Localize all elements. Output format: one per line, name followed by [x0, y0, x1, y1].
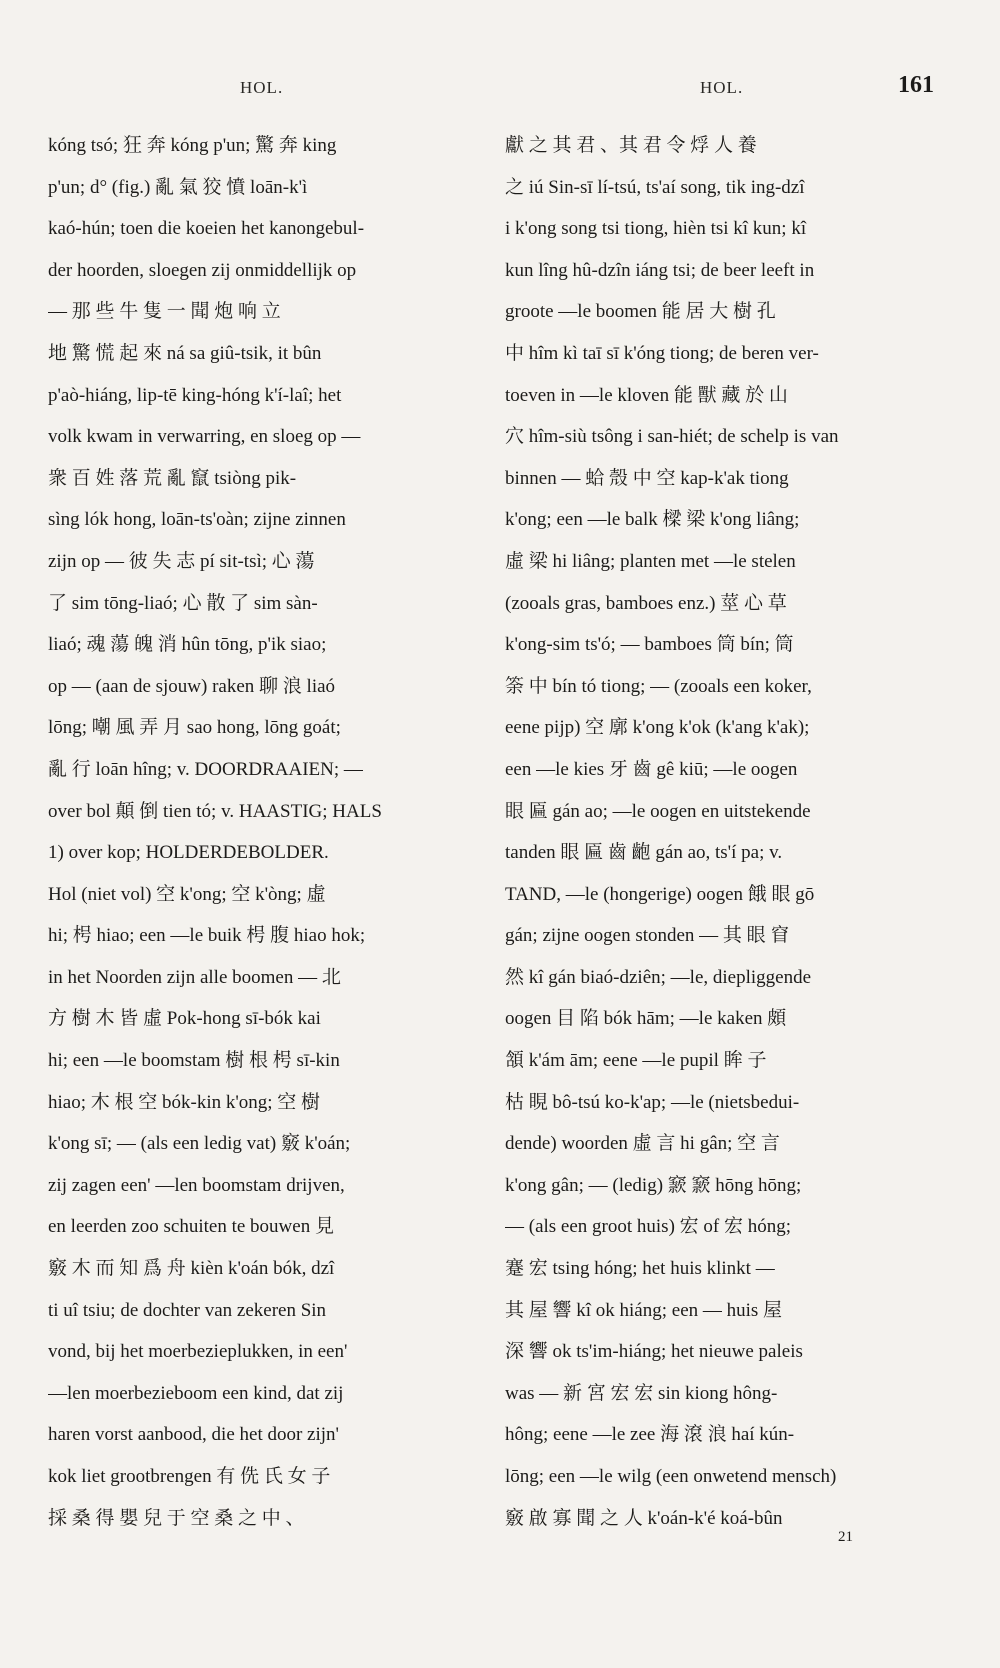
text-line: 地 驚 慌 起 來 ná sa giû-tsik, it bûn	[48, 342, 322, 364]
text-line: haren vorst aanbood, die het door zijn'	[48, 1424, 339, 1446]
text-line: (zooals gras, bamboes enz.) 莖 心 草	[505, 592, 787, 614]
text-line: 了 sim tōng-liaó; 心 散 了 sim sàn-	[48, 592, 318, 614]
text-line: en leerden zoo schuiten te bouwen 見	[48, 1216, 334, 1238]
text-line: k'ong; een —le balk 樑 梁 k'ong liâng;	[505, 509, 800, 531]
text-line: 獻 之 其 君 、其 君 令 烰 人 養	[505, 135, 757, 156]
text-line: ti uî tsiu; de dochter van zekeren Sin	[48, 1299, 327, 1321]
text-line: dende) woorden 虛 言 hi gân; 空 言	[505, 1133, 780, 1155]
text-line: vond, bij het moerbezieplukken, in een'	[48, 1341, 348, 1363]
text-line: zijn op — 彼 失 志 pí sit-tsì; 心 蕩	[48, 550, 315, 572]
text-line: kun lîng hû-dzîn iáng tsi; de beer leeft in	[505, 259, 815, 281]
text-line: k'ong gân; — (ledig) 窾 窾 hōng hōng;	[505, 1174, 802, 1196]
text-line: 眼 匾 gán ao; —le oogen en uitstekende	[505, 800, 811, 822]
text-line: Hol (niet vol) 空 k'ong; 空 k'òng; 虛	[48, 883, 326, 905]
text-line: lōng; 嘲 風 弄 月 sao hong, lōng goát;	[48, 717, 341, 739]
text-line: hiao; 木 根 空 bók-kin k'ong; 空 樹	[48, 1091, 321, 1113]
running-head-right: HOL.	[700, 78, 744, 97]
text-line: liaó; 魂 蕩 魄 消 hûn tōng, p'ik siao;	[48, 634, 327, 656]
text-line: 中 hîm kì taī sī k'óng tiong; de beren ver-	[505, 342, 819, 364]
text-line: der hoorden, sloegen zij onmiddellijk op	[48, 259, 357, 281]
text-line: 然 kî gán biaó-dziên; —le, diepliggende	[505, 966, 812, 988]
text-line: 亂 行 loān hîng; v. DOORDRAAIEN; —	[48, 758, 363, 780]
text-line: kaó-hún; toen die koeien het kanongebul-	[48, 218, 365, 240]
text-line: toeven in —le kloven 能 獸 藏 於 山	[505, 384, 788, 406]
text-line: 之 iú Sin-sī lí-tsú, ts'aí song, tik ing-dzî	[505, 176, 805, 198]
text-line: 枯 睍 bô-tsú ko-k'ap; —le (nietsbedui-	[505, 1091, 800, 1113]
text-line: 竅 木 而 知 爲 舟 kièn k'oán bók, dzî	[48, 1258, 335, 1280]
text-line: — (als een groot huis) 宏 of 宏 hóng;	[505, 1216, 792, 1238]
text-line: 深 響 ok ts'im-hiáng; het nieuwe paleis	[505, 1341, 803, 1363]
text-line: over bol 顛 倒 tien tó; v. HAASTIG; HALS	[48, 800, 382, 822]
text-line: kok liet grootbrengen 有 侁 氏 女 子	[48, 1466, 331, 1487]
text-line: p'un; d° (fig.) 亂 氣 狡 憤 loān-k'ì	[48, 176, 308, 198]
text-line: binnen — 蛤 殼 中 空 kap-k'ak tiong	[505, 467, 789, 489]
text-line: 虛 梁 hi liâng; planten met —le stelen	[505, 550, 796, 572]
text-line: gán; zijne oogen stonden — 其 眼 窅	[505, 925, 790, 947]
text-line: lōng; een —le wilg (een onwetend mensch)	[505, 1466, 837, 1487]
sheet-number: 21	[838, 1529, 853, 1545]
text-line: 採 桑 得 嬰 兒 于 空 桑 之 中 、	[48, 1507, 305, 1529]
text-line: p'aò-hiáng, lip-tē king-hóng k'í-laî; het	[48, 384, 342, 406]
text-line: 頷 k'ám ām; eene —le pupil 眸 子	[505, 1050, 767, 1072]
text-line: groote —le boomen 能 居 大 樹 孔	[505, 301, 776, 323]
text-line: in het Noorden zijn alle boomen — 北	[48, 966, 341, 988]
text-line: 蹇 宏 tsing hóng; het huis klinkt —	[505, 1258, 775, 1280]
text-line: i k'ong song tsi tiong, hièn tsi kî kun; kî	[505, 218, 807, 240]
text-line: — 那 些 牛 隻 一 聞 炮 响 立	[48, 301, 281, 323]
text-line: 竅 啟 寡 聞 之 人 k'oán-k'é koá-bûn	[505, 1507, 783, 1529]
text-line: was — 新 宮 宏 宏 sin kiong hông-	[505, 1382, 778, 1404]
running-head-left: HOL.	[240, 78, 284, 97]
text-line: kóng tsó; 狂 奔 kóng p'un; 驚 奔 king	[48, 135, 337, 156]
text-line: hi; een —le boomstam 樹 根 枵 sī-kin	[48, 1050, 340, 1072]
left-column	[48, 125, 488, 1539]
text-line: hông; eene —le zee 海 滾 浪 haí kún-	[505, 1424, 795, 1446]
page-number: 161	[898, 72, 934, 98]
text-line: sìng lók hong, loān-ts'oàn; zijne zinnen	[48, 509, 346, 531]
text-line: hi; 枵 hiao; een —le buik 枵 腹 hiao hok;	[48, 925, 366, 947]
text-line: een —le kies 牙 齒 gê kiū; —le oogen	[505, 758, 798, 780]
text-line: k'ong sī; — (als een ledig vat) 竅 k'oán;	[48, 1133, 351, 1155]
text-line: zij zagen een' —len boomstam drijven,	[48, 1174, 345, 1196]
text-line: 其 屋 響 kî ok hiáng; een — huis 屋	[505, 1299, 783, 1321]
text-line: TAND, —le (hongerige) oogen 餓 眼 gō	[505, 883, 815, 905]
text-line: 1) over kop; HOLDERDEBOLDER.	[48, 842, 329, 864]
text-line: 穴 hîm-siù tsông i san-hiét; de schelp is van	[505, 426, 839, 448]
text-line: k'ong-sim ts'ó; — bamboes 筒 bín; 筒	[505, 634, 794, 656]
text-line: tanden 眼 匾 齒 齙 gán ao, ts'í pa; v.	[505, 842, 783, 864]
text-line: —len moerbezieboom een kind, dat zij	[48, 1382, 344, 1404]
text-line: 筡 中 bín tó tiong; — (zooals een koker,	[505, 675, 812, 697]
right-column	[505, 125, 945, 1539]
text-line: 方 樹 木 皆 虛 Pok-hong sī-bók kai	[48, 1008, 321, 1030]
text-line: eene pijp) 空 廓 k'ong k'ok (k'ang k'ak);	[505, 717, 810, 739]
text-line: 衆 百 姓 落 荒 亂 竄 tsiòng pik-	[48, 467, 297, 489]
text-line: oogen 目 陷 bók hām; —le kaken 頗	[505, 1008, 787, 1030]
text-line: op — (aan de sjouw) raken 聊 浪 liaó	[48, 675, 336, 697]
text-line: volk kwam in verwarring, en sloeg op —	[48, 426, 361, 448]
